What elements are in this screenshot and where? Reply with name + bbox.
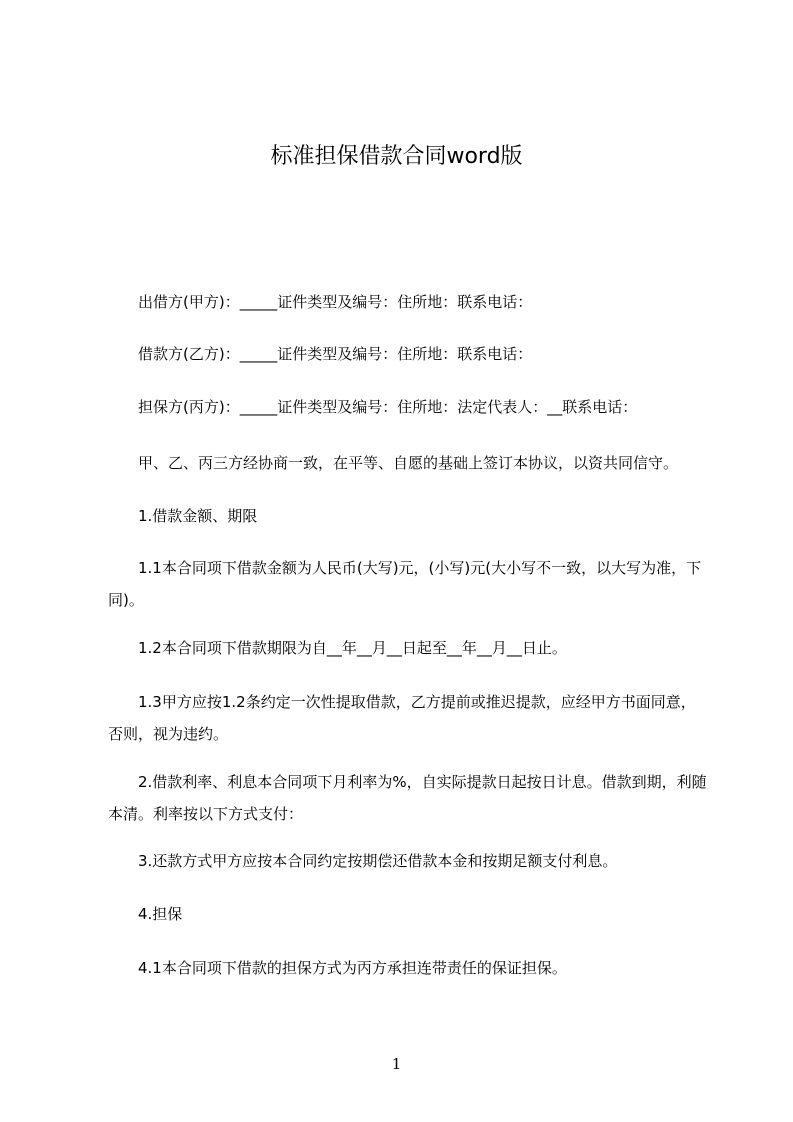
document-title: 标准担保借款合同word版 <box>270 144 523 169</box>
clause-1-1: 1.1本合同项下借款金额为人民币(大写)元，(小写)元(大小写不一致，以大写为准，下同)。 <box>108 559 702 609</box>
clause-4-1: 4.1本合同项下借款的担保方式为丙方承担连带责任的保证担保。 <box>138 959 567 977</box>
page-number: 1 <box>391 1055 402 1073</box>
section-1-heading: 1.借款金额、期限 <box>138 507 258 525</box>
section-4-heading: 4.担保 <box>138 905 183 923</box>
clause-1-3: 1.3甲方应按1.2条约定一次性提取借款，乙方提前或推迟提款，应经甲方书面同意，否则，视为违约。 <box>108 693 696 743</box>
party-b-line: 借款方(乙方)：_____证件类型及编号：住所地：联系电话： <box>138 345 533 363</box>
section-3-repayment: 3.还款方式甲方应按本合同约定按期偿还借款本金和按期足额支付利息。 <box>138 852 618 870</box>
party-c-line: 担保方(丙方)：_____证件类型及编号：住所地：法定代表人：__联系电话： <box>138 398 638 416</box>
agreement-preamble: 甲、乙、丙三方经协商一致，在平等、自愿的基础上签订本协议，以资共同信守。 <box>138 454 679 472</box>
party-a-line: 出借方(甲方)：_____证件类型及编号：住所地：联系电话： <box>138 293 533 311</box>
section-2-interest: 2.借款利率、利息本合同项下月利率为%，自实际提款日起按日计息。借款到期，利随本清。利率按以下方式支付： <box>108 773 707 823</box>
clause-1-2: 1.2本合同项下借款期限为自__年__月__日起至__年__月__日止。 <box>138 639 567 657</box>
